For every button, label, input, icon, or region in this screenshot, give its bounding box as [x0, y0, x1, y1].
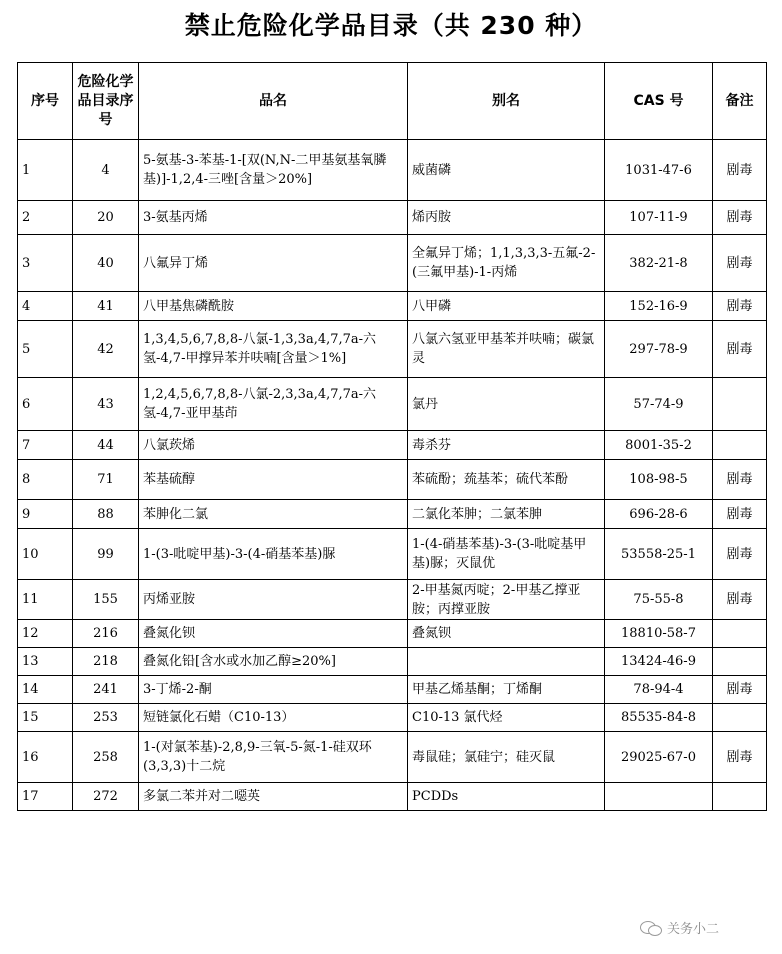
table-row	[18, 620, 767, 648]
header-ref: 危险化学品目录序号	[73, 63, 139, 140]
cell-ref: 272	[73, 783, 139, 811]
table-row	[18, 431, 767, 460]
table-row	[18, 648, 767, 676]
cell-name: 1-(对氯苯基)-2,8,9-三氧-5-氮-1-硅双环(3,3,3)十二烷	[139, 732, 408, 783]
cell-name: 1-(3-吡啶甲基)-3-(4-硝基苯基)脲	[139, 529, 408, 580]
cell-cas: 53558-25-1	[605, 529, 713, 580]
watermark-text: 关务小二	[667, 922, 720, 937]
header-index: 序号	[18, 63, 73, 140]
cell-note	[713, 648, 767, 676]
cell-alias: 烯丙胺	[408, 201, 605, 235]
chat-bubbles-icon	[640, 920, 662, 936]
header-note: 备注	[713, 63, 767, 140]
header-row	[18, 63, 767, 140]
cell-cas: 85535-84-8	[605, 704, 713, 732]
cell-name: 苯基硫醇	[139, 460, 408, 500]
watermark	[640, 918, 719, 937]
cell-ref: 71	[73, 460, 139, 500]
table-row	[18, 460, 767, 500]
cell-name: 叠氮化铅[含水或水加乙醇≥20%]	[139, 648, 408, 676]
cell-index: 9	[18, 500, 73, 529]
cell-alias: 甲基乙烯基酮；丁烯酮	[408, 676, 605, 704]
cell-index: 1	[18, 140, 73, 201]
cell-cas: 297-78-9	[605, 321, 713, 378]
cell-note	[713, 704, 767, 732]
cell-name: 八氯莰烯	[139, 431, 408, 460]
cell-cas: 8001-35-2	[605, 431, 713, 460]
cell-ref: 20	[73, 201, 139, 235]
cell-cas: 152-16-9	[605, 292, 713, 321]
cell-name: 短链氯化石蜡（C10-13）	[139, 704, 408, 732]
cell-ref: 44	[73, 431, 139, 460]
cell-name: 叠氮化钡	[139, 620, 408, 648]
cell-alias: 八氯六氢亚甲基苯并呋喃；碳氯灵	[408, 321, 605, 378]
cell-note: 剧毒	[713, 676, 767, 704]
cell-alias: 1-(4-硝基苯基)-3-(3-吡啶基甲基)脲；灭鼠优	[408, 529, 605, 580]
cell-alias: 氯丹	[408, 378, 605, 431]
table-row	[18, 378, 767, 431]
cell-note: 剧毒	[713, 235, 767, 292]
cell-name: 苯胂化二氯	[139, 500, 408, 529]
cell-cas: 13424-46-9	[605, 648, 713, 676]
cell-index: 3	[18, 235, 73, 292]
cell-alias: 2-甲基氮丙啶；2-甲基乙撑亚胺；丙撑亚胺	[408, 580, 605, 620]
cell-cas: 696-28-6	[605, 500, 713, 529]
cell-ref: 99	[73, 529, 139, 580]
cell-cas: 29025-67-0	[605, 732, 713, 783]
cell-ref: 43	[73, 378, 139, 431]
cell-alias: 八甲磷	[408, 292, 605, 321]
cell-alias: 毒鼠硅；氯硅宁；硅灭鼠	[408, 732, 605, 783]
cell-ref: 41	[73, 292, 139, 321]
cell-ref: 40	[73, 235, 139, 292]
header-cas: CAS 号	[605, 63, 713, 140]
cell-index: 11	[18, 580, 73, 620]
table-row	[18, 529, 767, 580]
cell-ref: 42	[73, 321, 139, 378]
cell-ref: 258	[73, 732, 139, 783]
cell-alias: 毒杀芬	[408, 431, 605, 460]
cell-note: 剧毒	[713, 140, 767, 201]
cell-ref: 253	[73, 704, 139, 732]
cell-note: 剧毒	[713, 292, 767, 321]
cell-index: 15	[18, 704, 73, 732]
cell-alias: C10-13 氯代烃	[408, 704, 605, 732]
table-row	[18, 140, 767, 201]
cell-ref: 218	[73, 648, 139, 676]
cell-name: 5-氨基-3-苯基-1-[双(N,N-二甲基氨基氧膦基)]-1,2,4-三唑[含量＞20%]	[139, 140, 408, 201]
cell-note	[713, 378, 767, 431]
table-row	[18, 235, 767, 292]
cell-cas: 75-55-8	[605, 580, 713, 620]
cell-ref: 4	[73, 140, 139, 201]
cell-alias: 全氟异丁烯；1,1,3,3,3-五氟-2-(三氟甲基)-1-丙烯	[408, 235, 605, 292]
header-alias: 别名	[408, 63, 605, 140]
cell-name: 八氟异丁烯	[139, 235, 408, 292]
table-row	[18, 321, 767, 378]
cell-name: 3-丁烯-2-酮	[139, 676, 408, 704]
cell-ref: 216	[73, 620, 139, 648]
cell-index: 10	[18, 529, 73, 580]
cell-index: 5	[18, 321, 73, 378]
table-row	[18, 201, 767, 235]
table-row	[18, 500, 767, 529]
chemical-table	[17, 62, 767, 811]
cell-cas: 57-74-9	[605, 378, 713, 431]
table-row	[18, 732, 767, 783]
page-title: 禁止危险化学品目录（共 230 种）	[184, 11, 598, 40]
cell-index: 16	[18, 732, 73, 783]
table-row	[18, 704, 767, 732]
cell-note: 剧毒	[713, 201, 767, 235]
cell-name: 1,3,4,5,6,7,8,8-八氯-1,3,3a,4,7,7a-六氢-4,7-甲撑异苯并呋喃[含量＞1%]	[139, 321, 408, 378]
cell-note: 剧毒	[713, 732, 767, 783]
cell-note: 剧毒	[713, 460, 767, 500]
cell-index: 8	[18, 460, 73, 500]
cell-name: 八甲基焦磷酰胺	[139, 292, 408, 321]
cell-note	[713, 431, 767, 460]
cell-index: 6	[18, 378, 73, 431]
cell-note	[713, 783, 767, 811]
cell-index: 2	[18, 201, 73, 235]
table-row	[18, 580, 767, 620]
table-row	[18, 676, 767, 704]
cell-cas: 108-98-5	[605, 460, 713, 500]
cell-alias: 威菌磷	[408, 140, 605, 201]
cell-ref: 155	[73, 580, 139, 620]
cell-alias: 叠氮钡	[408, 620, 605, 648]
table-row	[18, 783, 767, 811]
cell-ref: 241	[73, 676, 139, 704]
cell-cas: 382-21-8	[605, 235, 713, 292]
cell-note	[713, 620, 767, 648]
cell-note: 剧毒	[713, 321, 767, 378]
cell-index: 17	[18, 783, 73, 811]
cell-alias	[408, 648, 605, 676]
cell-index: 13	[18, 648, 73, 676]
cell-index: 7	[18, 431, 73, 460]
cell-name: 3-氨基丙烯	[139, 201, 408, 235]
cell-note: 剧毒	[713, 529, 767, 580]
cell-cas: 1031-47-6	[605, 140, 713, 201]
cell-name: 多氯二苯并对二噁英	[139, 783, 408, 811]
cell-ref: 88	[73, 500, 139, 529]
cell-note: 剧毒	[713, 500, 767, 529]
cell-name: 1,2,4,5,6,7,8,8-八氯-2,3,3a,4,7,7a-六氢-4,7-亚甲基茚	[139, 378, 408, 431]
cell-note: 剧毒	[713, 580, 767, 620]
cell-name: 丙烯亚胺	[139, 580, 408, 620]
cell-alias: 苯硫酚；巯基苯；硫代苯酚	[408, 460, 605, 500]
cell-index: 14	[18, 676, 73, 704]
cell-cas: 107-11-9	[605, 201, 713, 235]
cell-alias: 二氯化苯胂；二氯苯胂	[408, 500, 605, 529]
header-name: 品名	[139, 63, 408, 140]
cell-cas: 18810-58-7	[605, 620, 713, 648]
cell-index: 12	[18, 620, 73, 648]
table-row	[18, 292, 767, 321]
cell-index: 4	[18, 292, 73, 321]
cell-cas	[605, 783, 713, 811]
cell-alias: PCDDs	[408, 783, 605, 811]
cell-cas: 78-94-4	[605, 676, 713, 704]
